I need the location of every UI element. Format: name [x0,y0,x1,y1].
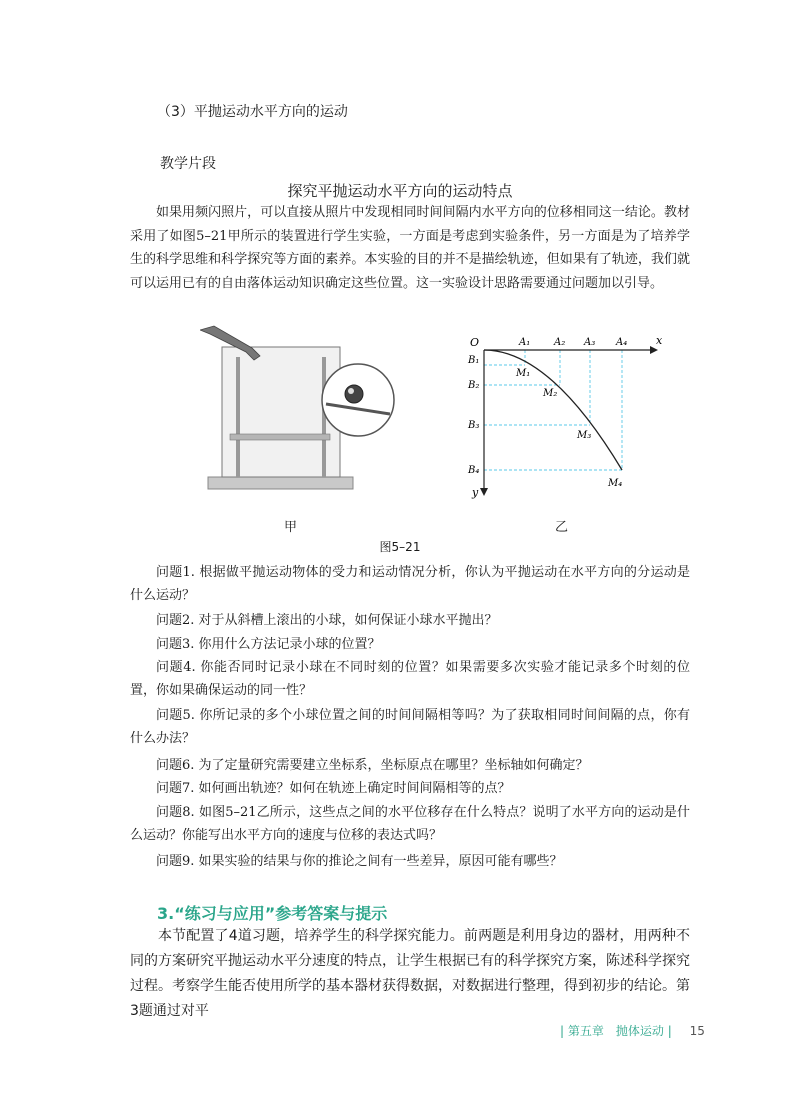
footer: | 第五章 抛体运动 | 15 [560,1024,705,1038]
question-6: 问题6. 为了定量研究需要建立坐标系，坐标原点在哪里？坐标轴如何确定？ [156,758,589,773]
y-axis-label: y [472,486,479,499]
question-7: 问题7. 如何画出轨迹？如何在轨迹上确定时间间隔相等的点？ [156,781,511,796]
center-title: 探究平抛运动水平方向的运动特点 [287,182,513,200]
figure-label-left: 甲 [284,520,298,535]
ball-magnified [345,385,363,403]
origin-label: O [470,336,480,349]
a1-label: A₁ [519,337,531,348]
question-1: 问题1. 根据做平抛运动物体的受力和运动情况分析，你认为平抛运动在水平方向的分运动是什么运动？ [130,565,690,603]
a4-label: A₄ [616,337,628,348]
figure-caption: 图5–21 [379,540,421,554]
a3-label: A₃ [584,337,596,348]
guide-lines [484,350,622,470]
a2-label: A₂ [554,337,566,348]
teaching-label: 教学片段 [160,156,216,172]
footer-chapter: 第五章 抛体运动 [567,1024,664,1038]
figure-label-right: 乙 [555,520,569,535]
question-2: 问题2. 对于从斜槽上滚出的小球，如何保证小球水平抛出？ [156,613,498,628]
apparatus-figure [200,322,400,502]
intro-paragraph: 如果用频闪照片，可以直接从照片中发现相同时间间隔内水平方向的位移相同这一结论。教材采用了如图5–21甲所示的装置进行学生实验，一方面是考虑到实验条件，另一方面是为了培养学生的科学思维和科学探究等方面的素养。本实验的目的并不是描绘轨迹，但如果有了轨迹，我们就可以运用已有的自由落体运动知识确定这些位置。这一实验设计思路需要通过问题加以引导。 [130,205,690,291]
m3-label: M₃ [577,430,592,441]
trajectory-diagram [460,330,670,500]
x-axis-label: x [656,334,663,347]
m2-label: M₂ [543,388,558,399]
b2-label: B₂ [468,380,480,391]
question-8: 问题8. 如图5–21乙所示，这些点之间的水平位移存在什么特点？说明了水平方向的运动是什么运动？你能写出水平方向的速度与位移的表达式吗？ [130,805,690,843]
question-9: 问题9. 如果实验的结果与你的推论之间有一些差异，原因可能有哪些？ [156,854,563,869]
m4-label: M₄ [608,478,623,489]
section3-heading: 3.“练习与应用”参考答案与提示 [157,904,388,923]
m1-label: M₁ [516,368,531,379]
section3-body: 本节配置了4道习题，培养学生的科学探究能力。前两题是利用身边的器材，用两种不同的方案研究平抛运动水平分速度的特点，让学生根据已有的科学探究方案，陈述科学探究过程。考察学生能否使用所学的基本器材获得数据，对数据进行整理，得到初步的结论。第3题通过对平 [130,928,690,1019]
b1-label: B₁ [468,355,480,366]
trajectory-curve [484,350,622,470]
apparatus-rod-left [236,357,240,477]
apparatus-base [208,477,353,489]
page-number: 15 [689,1024,705,1038]
section-heading: （3）平抛运动水平方向的运动 [157,104,348,120]
b3-label: B₃ [468,420,480,431]
apparatus-shelf [230,434,330,440]
question-5: 问题5. 你所记录的多个小球位置之间的时间间隔相等吗？为了获取相同时间间隔的点，你有什么办法？ [130,708,690,746]
question-4: 问题4. 你能否同时记录小球在不同时刻的位置？如果需要多次实验才能记录多个时刻的位置，你如果确保运动的同一性？ [130,660,690,698]
b4-label: B₄ [468,465,480,476]
question-3: 问题3. 你用什么方法记录小球的位置？ [156,637,381,652]
apparatus-rod-right [322,357,326,477]
